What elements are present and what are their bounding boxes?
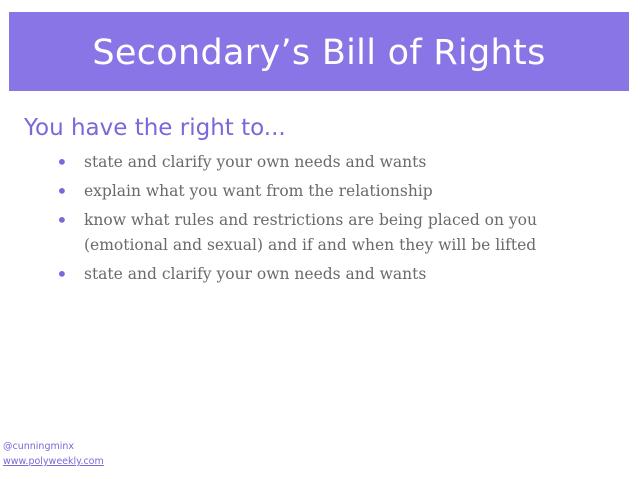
bullet-item bbox=[55, 179, 575, 204]
bullet-item bbox=[55, 150, 575, 175]
credit-handle: @cunningminx bbox=[3, 441, 75, 452]
bullet-list bbox=[55, 150, 575, 291]
bullet-text: state and clarify your own needs and wants bbox=[84, 153, 427, 171]
bullet-icon: • bbox=[56, 179, 68, 203]
slide-subtitle: You have the right to... bbox=[24, 115, 286, 141]
credit-url-link[interactable]: www.polyweekly.com bbox=[3, 456, 104, 467]
bullet-text: know what rules and restrictions are being placed on you (emotional and sexual) and if and when they will be lifted bbox=[84, 211, 537, 254]
bullet-item bbox=[55, 208, 575, 258]
bullet-icon: • bbox=[56, 262, 68, 286]
title-bar bbox=[9, 12, 629, 91]
slide-title: Secondary’s Bill of Rights bbox=[92, 33, 546, 73]
bullet-item bbox=[55, 262, 575, 287]
bullet-text: explain what you want from the relationship bbox=[84, 182, 433, 200]
bullet-icon: • bbox=[56, 208, 68, 232]
bullet-text: state and clarify your own needs and wants bbox=[84, 265, 427, 283]
bullet-icon: • bbox=[56, 150, 68, 174]
